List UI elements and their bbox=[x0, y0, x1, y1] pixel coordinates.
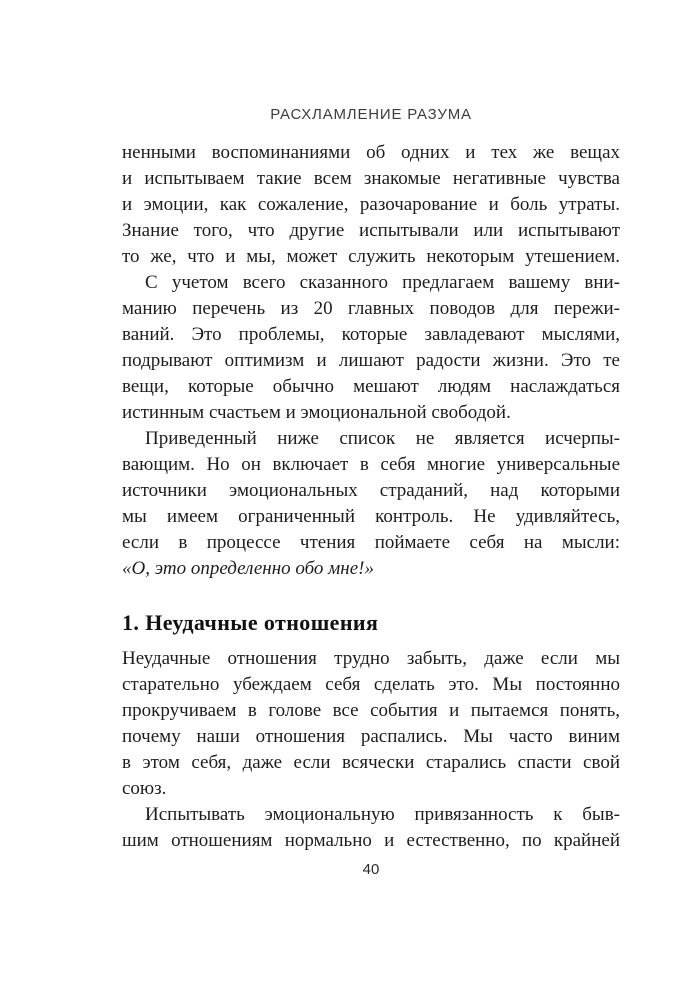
text-line: и испытываем такие всем знакомые негативные чувства bbox=[122, 168, 620, 189]
text-line: прокручиваем в голове все события и пытаемся понять, bbox=[122, 700, 620, 721]
text-line: и эмоции, как сожаление, разочарование и боль утраты. bbox=[122, 194, 620, 215]
page-number: 40 bbox=[362, 861, 380, 878]
text-line: почему наши отношения распались. Мы часто виним bbox=[122, 726, 620, 747]
paragraph bbox=[122, 140, 620, 270]
running-head: РАСХЛАМЛЕНИЕ РАЗУМА bbox=[270, 106, 472, 123]
text-line: мы имеем ограниченный контроль. Не удивляйтесь, bbox=[122, 506, 620, 527]
text-line: истинным счастьем и эмоциональной свободой. bbox=[122, 402, 511, 423]
body-text bbox=[122, 140, 620, 854]
text-line: если в процессе чтения поймаете себя на мысли: bbox=[122, 532, 620, 553]
text-line: то же, что и мы, может служить некоторым утешением. bbox=[122, 246, 620, 267]
text-line: Неудачные отношения трудно забыть, даже если мы bbox=[122, 648, 620, 669]
text-line: Знание того, что другие испытывали или испытывают bbox=[122, 220, 620, 241]
text-line: в этом себя, даже если всячески старались спасти свой bbox=[122, 752, 620, 773]
text-line: С учетом всего сказанного предлагаем вашему вни- bbox=[145, 272, 620, 293]
text-line-italic-quote: «О, это определенно обо мне!» bbox=[122, 558, 374, 579]
paragraph bbox=[122, 646, 620, 802]
paragraph bbox=[122, 270, 620, 426]
text-line: подрывают оптимизм и лишают радости жизни. Это те bbox=[122, 350, 620, 371]
text-line: шим отношениям нормально и естественно, по крайней bbox=[122, 830, 620, 851]
text-line: вающим. Но он включает в себя многие универсальные bbox=[122, 454, 620, 475]
text-line: манию перечень из 20 главных поводов для пережи- bbox=[122, 298, 620, 319]
text-line: вещи, которые обычно мешают людям наслаждаться bbox=[122, 376, 620, 397]
paragraph bbox=[122, 426, 620, 582]
text-line: Приведенный ниже список не является исчерпы- bbox=[145, 428, 620, 449]
section-heading: 1. Неудачные отношения bbox=[122, 610, 379, 635]
text-line: Испытывать эмоциональную привязанность к быв- bbox=[145, 804, 620, 825]
text-line: ненными воспоминаниями об одних и тех же вещах bbox=[122, 142, 620, 163]
text-line: союз. bbox=[122, 778, 167, 799]
text-line: ваний. Это проблемы, которые завладевают мыслями, bbox=[122, 324, 620, 345]
paragraph bbox=[122, 802, 620, 854]
text-line: старательно убеждаем себя сделать это. Мы постоянно bbox=[122, 674, 620, 695]
text-line: источники эмоциональных страданий, над которыми bbox=[122, 480, 620, 501]
